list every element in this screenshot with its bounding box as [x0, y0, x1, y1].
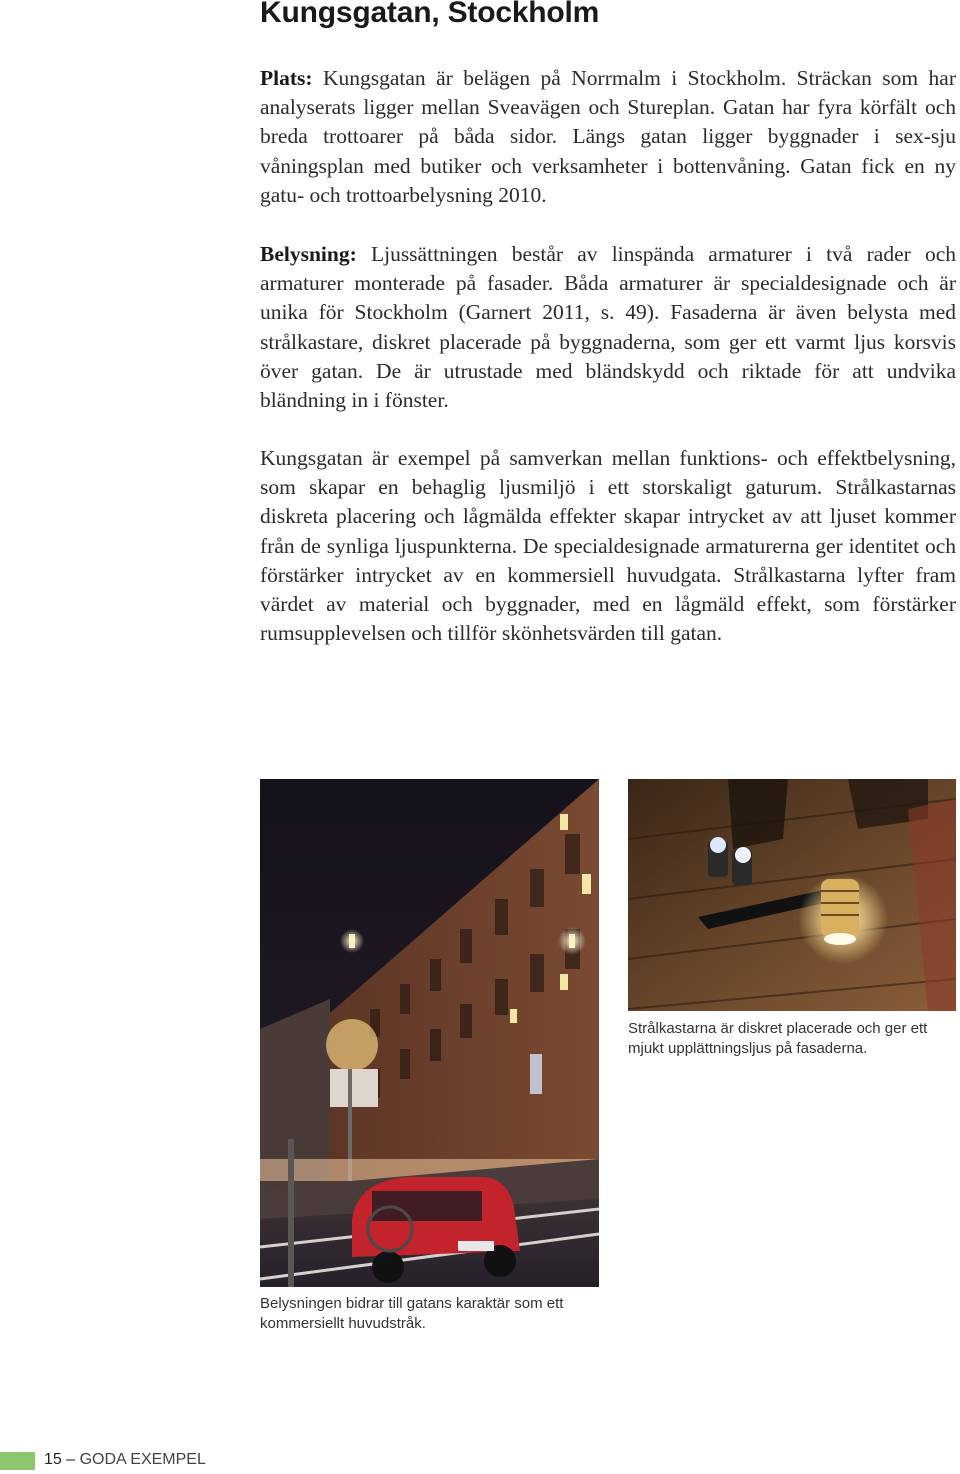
paragraph-location — [260, 64, 956, 210]
paragraph-location-text: Kungsgatan är belägen på Norrmalm i Stockholm. Sträckan som har analyserats ligger mellan Sveavägen och Stureplan. Gatan har fyra körfält och breda trottoarer på båda sidor. Längs gatan ligger byggnader i sex-sju våningsplan med butiker och verksamheter i bottenvåning. Gatan fick en ny gatu- och trottoarbelysning 2010. — [260, 66, 956, 207]
section-name: GODA EXEMPEL — [79, 1451, 206, 1468]
page-footer — [44, 1451, 206, 1469]
paragraph-label-plats: Plats: — [260, 66, 313, 90]
paragraph-lighting-text: Ljussättningen består av linspända armaturer i två rader och armaturer monterade på fasader. Båda armaturer är specialdesignade och är unika för Stockholm (Garnert 2011, s. 49). Fasaderna är även belysta med strålkastare, diskret placerade på byggnaderna, som ger ett varmt ljus korsvis över gatan. De är utrustade med bländskydd och riktade för att undvika bländning in i fönster. — [260, 242, 956, 413]
footer-accent-bar — [0, 1452, 35, 1470]
paragraph-label-belysning: Belysning: — [260, 242, 357, 266]
caption-street-photo: Belysningen bidrar till gatans karaktär som ett kommersiellt huvudstråk. — [260, 1295, 564, 1332]
footer-dash: – — [66, 1451, 76, 1468]
paragraph-summary: Kungsgatan är exempel på samverkan mellan funktions- och effektbelysning, som skapar en behaglig ljusmiljö i ett storskaligt gaturum. Strålkastarnas diskreta placering och lågmälda effekter skapar intrycket av att ljuset kommer från de synliga ljuspunkterna. De specialdesignade armaturerna ger identitet och förstärker intrycket av en kommersiell huvudgata. Strålkastarna lyfter fram värdet av material och byggnader, med en lågmäld effekt, som förstärker rumsupplevelsen och tillför skönhetsvärden till gatan. — [260, 446, 956, 646]
page-title: Kungsgatan, Stockholm — [260, 0, 600, 29]
paragraph-lighting — [260, 240, 956, 415]
page-number: 15 — [44, 1451, 62, 1468]
caption-facade-photo: Strålkastarna är diskret placerade och ger ett mjukt upplättningsljus på fasaderna. — [628, 1020, 928, 1057]
street-night-photo — [260, 779, 599, 1287]
facade-spotlight-photo — [628, 779, 956, 1011]
